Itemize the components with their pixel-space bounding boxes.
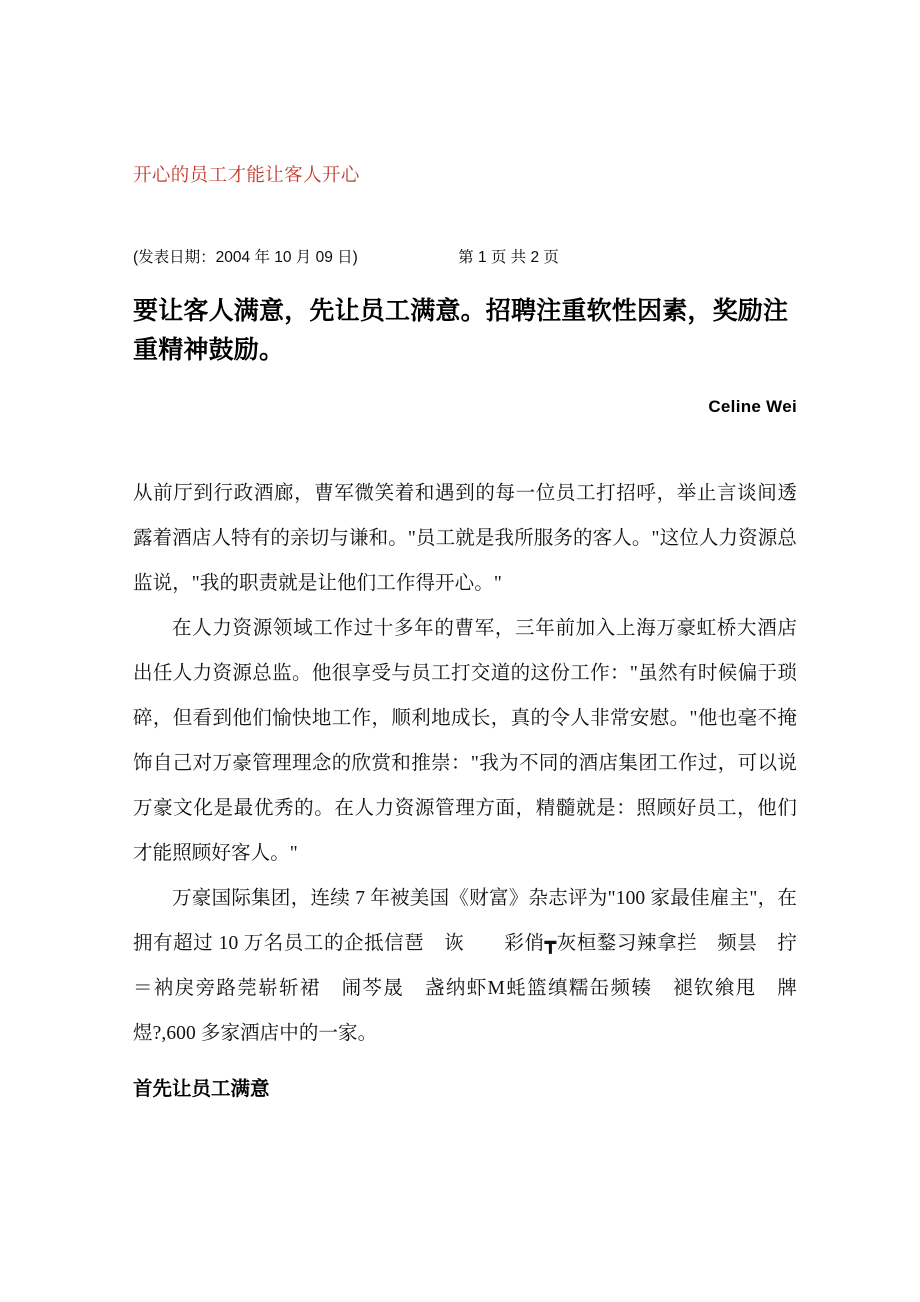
- body-paragraph: 从前厅到行政酒廊，曹军微笑着和遇到的每一位员工打招呼，举止言谈间透露着酒店人特有的亲切与谦和。"员工就是我所服务的客人。"这位人力资源总监说，"我的职责就是让他们工作得开心。": [133, 482, 797, 594]
- publish-date: (发表日期：2004 年 10 月 09 日): [133, 249, 358, 267]
- subtitle: 要让客人满意，先让员工满意。招聘注重软性因素，奖励注重精神鼓励。: [133, 297, 789, 365]
- author-byline: Celine Wei: [708, 396, 797, 416]
- page-counter: 第 1 页 共 2 页: [458, 249, 559, 267]
- page-title: 开心的员工才能让客人开心: [133, 166, 360, 186]
- body-paragraph: 万豪国际集团，连续 7 年被美国《财富》杂志评为"100 家最佳雇主"，在拥有超过 10 万名员工的企抵信琶 诙 彩俏┳灰桓鍪习辣拿拦 频昙 拧＝衲戾旁路莞崭斩裙 闹芩晟 盏纳虾M蚝篮缜糯缶频辏 褪钦飨甩 牌煜?,600 多家酒店中的一家。: [133, 887, 797, 1044]
- article-body: [133, 417, 797, 1056]
- body-paragraph: 在人力资源领域工作过十多年的曹军，三年前加入上海万豪虹桥大酒店出任人力资源总监。他很享受与员工打交道的这份工作："虽然有时候偏于琐碎，但看到他们愉快地工作，顺利地成长，真的令人非常安慰。"他也毫不掩饰自己对万豪管理理念的欣赏和推崇："我为不同的酒店集团工作过，可以说万豪文化是最优秀的。在人力资源管理方面，精髓就是：照顾好员工，他们才能照顾好客人。": [133, 617, 797, 864]
- document-meta: [133, 249, 797, 268]
- page-content: [133, 0, 797, 1103]
- section-heading: 首先让员工满意: [133, 1078, 270, 1100]
